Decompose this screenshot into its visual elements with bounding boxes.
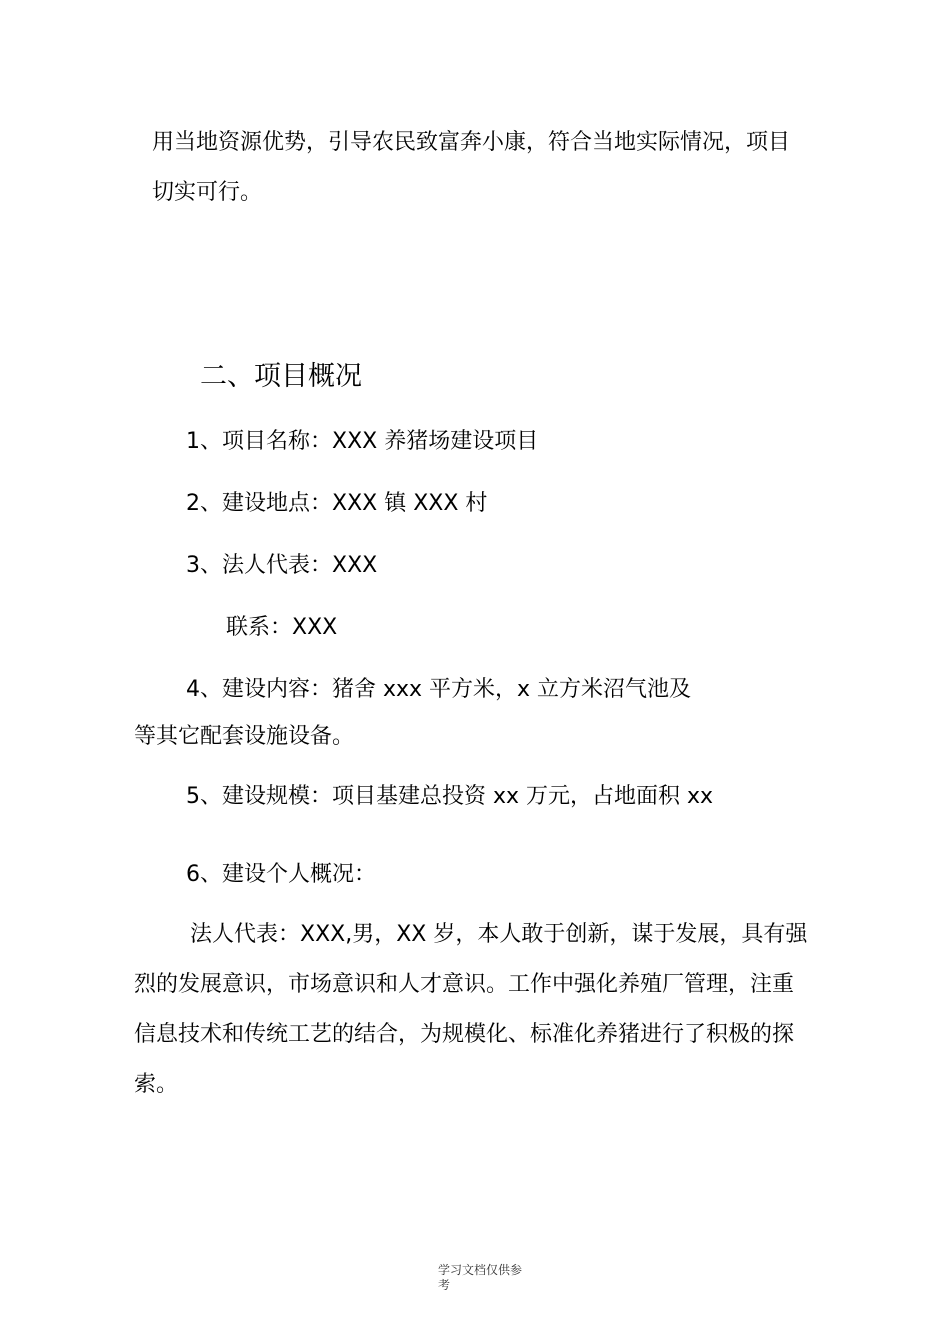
- item-content-line-1: 4、建设内容：猪舍 xxx 平方米，x 立方米沼气池及: [186, 677, 692, 702]
- section-heading: 二、项目概况: [200, 361, 362, 392]
- profile-line-4: 索。: [134, 1072, 179, 1097]
- intro-line-2: 切实可行。: [152, 180, 263, 205]
- item-location: 2、建设地点：XXX 镇 XXX 村: [186, 491, 488, 516]
- profile-line-3: 信息技术和传统工艺的结合，为规模化、标准化养猪进行了积极的探: [134, 1022, 795, 1047]
- item-content-line-2: 等其它配套设施设备。: [134, 724, 355, 749]
- profile-line-1: 法人代表：XXX,男，XX 岁，本人敢于创新，谋于发展，具有强: [190, 922, 808, 947]
- item-project-name: 1、项目名称：XXX 养猪场建设项目: [186, 429, 539, 454]
- footer-line-2: 考: [438, 1278, 451, 1292]
- intro-line-1: 用当地资源优势，引导农民致富奔小康，符合当地实际情况，项目: [152, 130, 791, 155]
- footer-line-1: 学习文档仅供参: [438, 1263, 523, 1277]
- item-scale: 5、建设规模：项目基建总投资 xx 万元，占地面积 xx: [186, 784, 714, 809]
- profile-line-2: 烈的发展意识，市场意识和人才意识。工作中强化养殖厂管理，注重: [134, 972, 795, 997]
- item-contact: 联系：XXX: [226, 615, 338, 640]
- item-profile-title: 6、建设个人概况：: [186, 862, 376, 887]
- item-legal-rep: 3、法人代表：XXX: [186, 553, 378, 578]
